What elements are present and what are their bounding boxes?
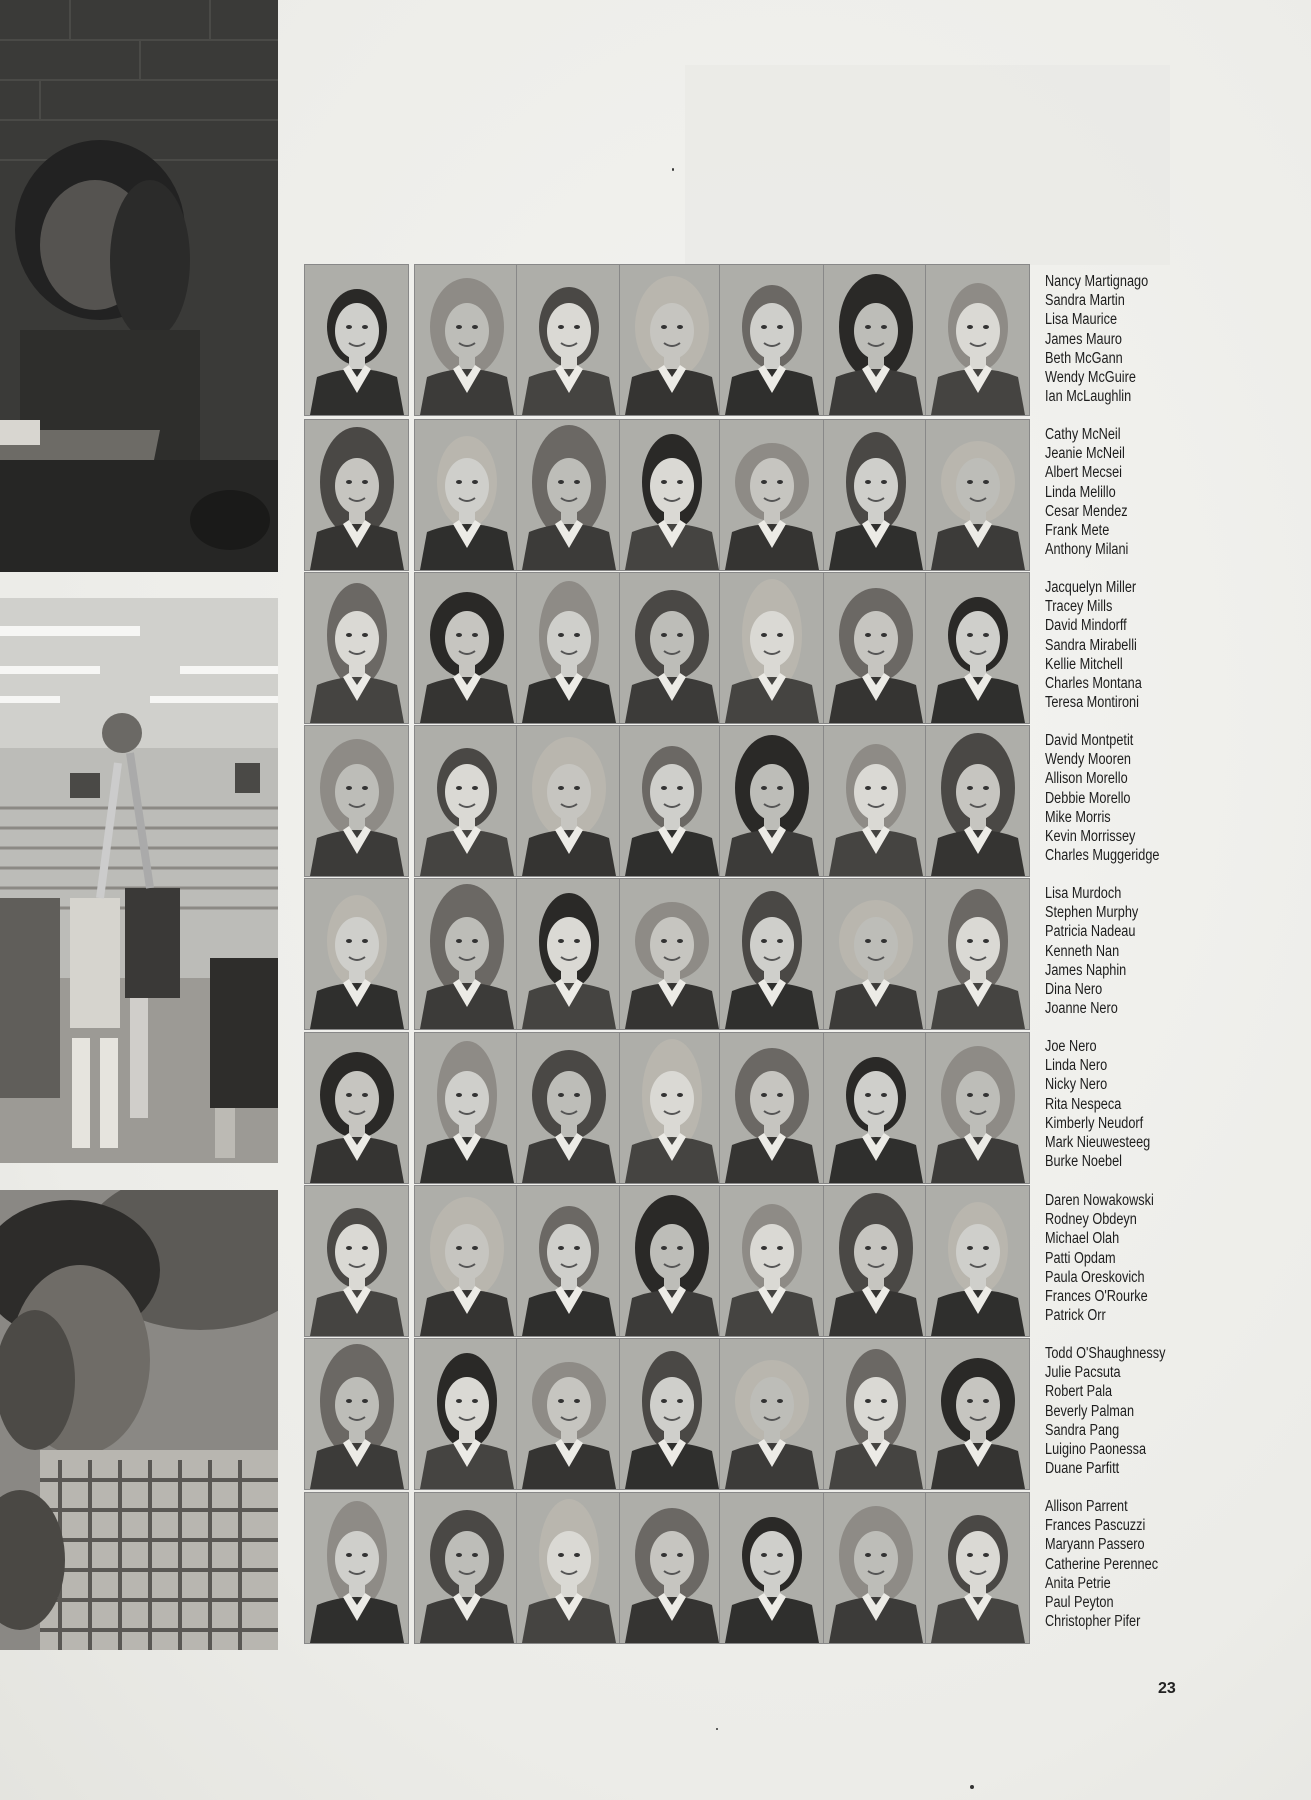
student-name: Daren Nowakowski bbox=[1045, 1192, 1154, 1209]
student-name: Charles Muggeridge bbox=[1045, 847, 1160, 865]
student-portrait bbox=[925, 419, 1030, 571]
student-name: Christopher Pifer bbox=[1045, 1613, 1141, 1631]
candid-photo-basketball bbox=[0, 598, 278, 1163]
student-name: Julie Pacsuta bbox=[1045, 1364, 1121, 1382]
student-name: Mike Morris bbox=[1045, 808, 1111, 826]
student-portrait bbox=[719, 1338, 824, 1490]
candid-photo-portrait bbox=[0, 1190, 278, 1650]
student-name: Patti Opdam bbox=[1045, 1249, 1116, 1267]
student-name: Rodney Obdeyn bbox=[1045, 1211, 1137, 1229]
student-name: Todd O'Shaughnessy bbox=[1045, 1345, 1166, 1362]
student-portrait bbox=[925, 725, 1030, 877]
student-portrait bbox=[516, 725, 621, 877]
student-name: Paul Peyton bbox=[1045, 1594, 1114, 1612]
name-list bbox=[1045, 578, 1163, 712]
student-portrait bbox=[823, 1338, 928, 1490]
student-name: James Mauro bbox=[1045, 330, 1123, 348]
student-name: Tracey Mills bbox=[1045, 598, 1113, 616]
student-name: Kellie Mitchell bbox=[1045, 655, 1123, 673]
student-name: Maryann Passero bbox=[1045, 1536, 1145, 1554]
student-portrait bbox=[619, 419, 724, 571]
student-portrait bbox=[516, 1492, 621, 1644]
student-portrait bbox=[925, 1338, 1030, 1490]
student-portrait bbox=[304, 725, 409, 877]
student-name: Sandra Pang bbox=[1045, 1421, 1120, 1439]
candid-photo-desk bbox=[0, 0, 278, 572]
student-portrait bbox=[619, 1032, 724, 1184]
student-portrait bbox=[304, 1492, 409, 1644]
name-list bbox=[1045, 731, 1185, 865]
student-portrait bbox=[719, 1185, 824, 1337]
student-portrait bbox=[925, 878, 1030, 1030]
student-portrait bbox=[823, 264, 928, 416]
student-name: Stephen Murphy bbox=[1045, 904, 1139, 922]
student-name: Wendy McGuire bbox=[1045, 369, 1136, 387]
student-portrait bbox=[516, 419, 621, 571]
print-speck bbox=[970, 1785, 974, 1789]
student-name: Kimberly Neudorf bbox=[1045, 1114, 1144, 1132]
student-portrait bbox=[619, 1338, 724, 1490]
student-name: Albert Mecsei bbox=[1045, 464, 1123, 482]
student-portrait bbox=[823, 1185, 928, 1337]
student-name: Allison Parrent bbox=[1045, 1498, 1128, 1515]
student-portrait bbox=[414, 572, 519, 724]
student-name: Frank Mete bbox=[1045, 522, 1110, 540]
student-portrait bbox=[619, 264, 724, 416]
student-portrait bbox=[823, 1492, 928, 1644]
student-name: Teresa Montironi bbox=[1045, 694, 1139, 712]
student-portrait bbox=[304, 572, 409, 724]
student-name: Lisa Murdoch bbox=[1045, 885, 1122, 902]
student-name: Anita Petrie bbox=[1045, 1574, 1111, 1592]
student-name: Allison Morello bbox=[1045, 770, 1128, 788]
student-portrait bbox=[719, 725, 824, 877]
student-portrait bbox=[516, 264, 621, 416]
student-name: Cathy McNeil bbox=[1045, 426, 1121, 443]
student-name: Beverly Palman bbox=[1045, 1402, 1135, 1420]
student-portrait bbox=[414, 1185, 519, 1337]
student-name: Patrick Orr bbox=[1045, 1307, 1106, 1325]
student-portrait bbox=[719, 572, 824, 724]
student-portrait bbox=[823, 572, 928, 724]
name-list bbox=[1045, 1037, 1173, 1171]
student-portrait bbox=[304, 878, 409, 1030]
student-name: Paula Oreskovich bbox=[1045, 1268, 1145, 1286]
student-name: Joe Nero bbox=[1045, 1038, 1097, 1055]
student-portrait bbox=[304, 419, 409, 571]
student-portrait bbox=[414, 1492, 519, 1644]
name-list bbox=[1045, 1497, 1183, 1631]
student-portrait bbox=[414, 878, 519, 1030]
student-name: Sandra Martin bbox=[1045, 292, 1125, 310]
student-name: Linda Nero bbox=[1045, 1057, 1108, 1075]
student-name: Joanne Nero bbox=[1045, 1000, 1118, 1018]
student-name: Debbie Morello bbox=[1045, 789, 1131, 807]
student-portrait bbox=[925, 572, 1030, 724]
student-name: David Montpetit bbox=[1045, 732, 1134, 749]
student-portrait bbox=[823, 725, 928, 877]
student-name: Kevin Morrissey bbox=[1045, 828, 1136, 846]
student-portrait bbox=[414, 419, 519, 571]
name-list bbox=[1045, 1344, 1192, 1478]
student-portrait bbox=[719, 419, 824, 571]
student-name: Catherine Perennec bbox=[1045, 1555, 1159, 1573]
student-portrait bbox=[719, 264, 824, 416]
student-portrait bbox=[304, 1185, 409, 1337]
student-portrait bbox=[719, 878, 824, 1030]
student-name: Wendy Mooren bbox=[1045, 751, 1131, 769]
student-portrait bbox=[516, 1338, 621, 1490]
student-portrait bbox=[414, 1338, 519, 1490]
student-name: Robert Pala bbox=[1045, 1383, 1113, 1401]
student-portrait bbox=[619, 572, 724, 724]
student-name: Cesar Mendez bbox=[1045, 502, 1128, 520]
student-name: Charles Montana bbox=[1045, 675, 1142, 693]
student-name: Lisa Maurice bbox=[1045, 311, 1118, 329]
student-name: James Naphin bbox=[1045, 961, 1127, 979]
student-portrait bbox=[304, 1032, 409, 1184]
student-portrait bbox=[414, 1032, 519, 1184]
student-portrait bbox=[304, 1338, 409, 1490]
student-name: Anthony Milani bbox=[1045, 541, 1129, 559]
student-name: Duane Parfitt bbox=[1045, 1460, 1120, 1478]
student-portrait bbox=[925, 1185, 1030, 1337]
student-portrait bbox=[823, 419, 928, 571]
student-portrait bbox=[925, 1032, 1030, 1184]
student-portrait bbox=[516, 1185, 621, 1337]
student-name: Jeanie McNeil bbox=[1045, 445, 1125, 463]
student-name: Luigino Paonessa bbox=[1045, 1441, 1147, 1459]
student-portrait bbox=[619, 725, 724, 877]
student-name: Sandra Mirabelli bbox=[1045, 636, 1137, 654]
student-name: Linda Melillo bbox=[1045, 483, 1116, 501]
student-name: Nancy Martignago bbox=[1045, 273, 1149, 290]
student-name: Burke Noebel bbox=[1045, 1153, 1123, 1171]
student-portrait bbox=[619, 1492, 724, 1644]
student-portrait bbox=[925, 264, 1030, 416]
student-name: Rita Nespeca bbox=[1045, 1095, 1122, 1113]
student-portrait bbox=[619, 878, 724, 1030]
student-name: Nicky Nero bbox=[1045, 1076, 1108, 1094]
student-name: Dina Nero bbox=[1045, 981, 1103, 999]
student-portrait bbox=[823, 878, 928, 1030]
print-speck bbox=[716, 1728, 718, 1730]
student-portrait bbox=[516, 878, 621, 1030]
student-portrait bbox=[719, 1032, 824, 1184]
name-list bbox=[1045, 1191, 1178, 1325]
name-list bbox=[1045, 884, 1159, 1018]
student-name: Jacquelyn Miller bbox=[1045, 579, 1137, 596]
student-portrait bbox=[516, 1032, 621, 1184]
student-portrait bbox=[925, 1492, 1030, 1644]
student-name: Kenneth Nan bbox=[1045, 942, 1120, 960]
student-name: Beth McGann bbox=[1045, 349, 1123, 367]
student-name: Frances O'Rourke bbox=[1045, 1288, 1148, 1306]
student-portrait bbox=[823, 1032, 928, 1184]
student-name: Mark Nieuwesteeg bbox=[1045, 1134, 1151, 1152]
student-name: Ian McLaughlin bbox=[1045, 388, 1132, 406]
student-portrait bbox=[719, 1492, 824, 1644]
faded-print-area bbox=[685, 65, 1170, 265]
name-list bbox=[1045, 425, 1147, 559]
student-name: Michael Olah bbox=[1045, 1230, 1120, 1248]
student-name: David Mindorff bbox=[1045, 617, 1127, 635]
student-portrait bbox=[414, 264, 519, 416]
name-list bbox=[1045, 272, 1171, 406]
student-portrait bbox=[516, 572, 621, 724]
student-name: Frances Pascuzzi bbox=[1045, 1517, 1146, 1535]
student-portrait bbox=[304, 264, 409, 416]
page-number: 23 bbox=[1158, 1680, 1176, 1697]
student-portrait bbox=[619, 1185, 724, 1337]
student-name: Patricia Nadeau bbox=[1045, 923, 1136, 941]
student-portrait bbox=[414, 725, 519, 877]
print-speck bbox=[672, 168, 674, 171]
